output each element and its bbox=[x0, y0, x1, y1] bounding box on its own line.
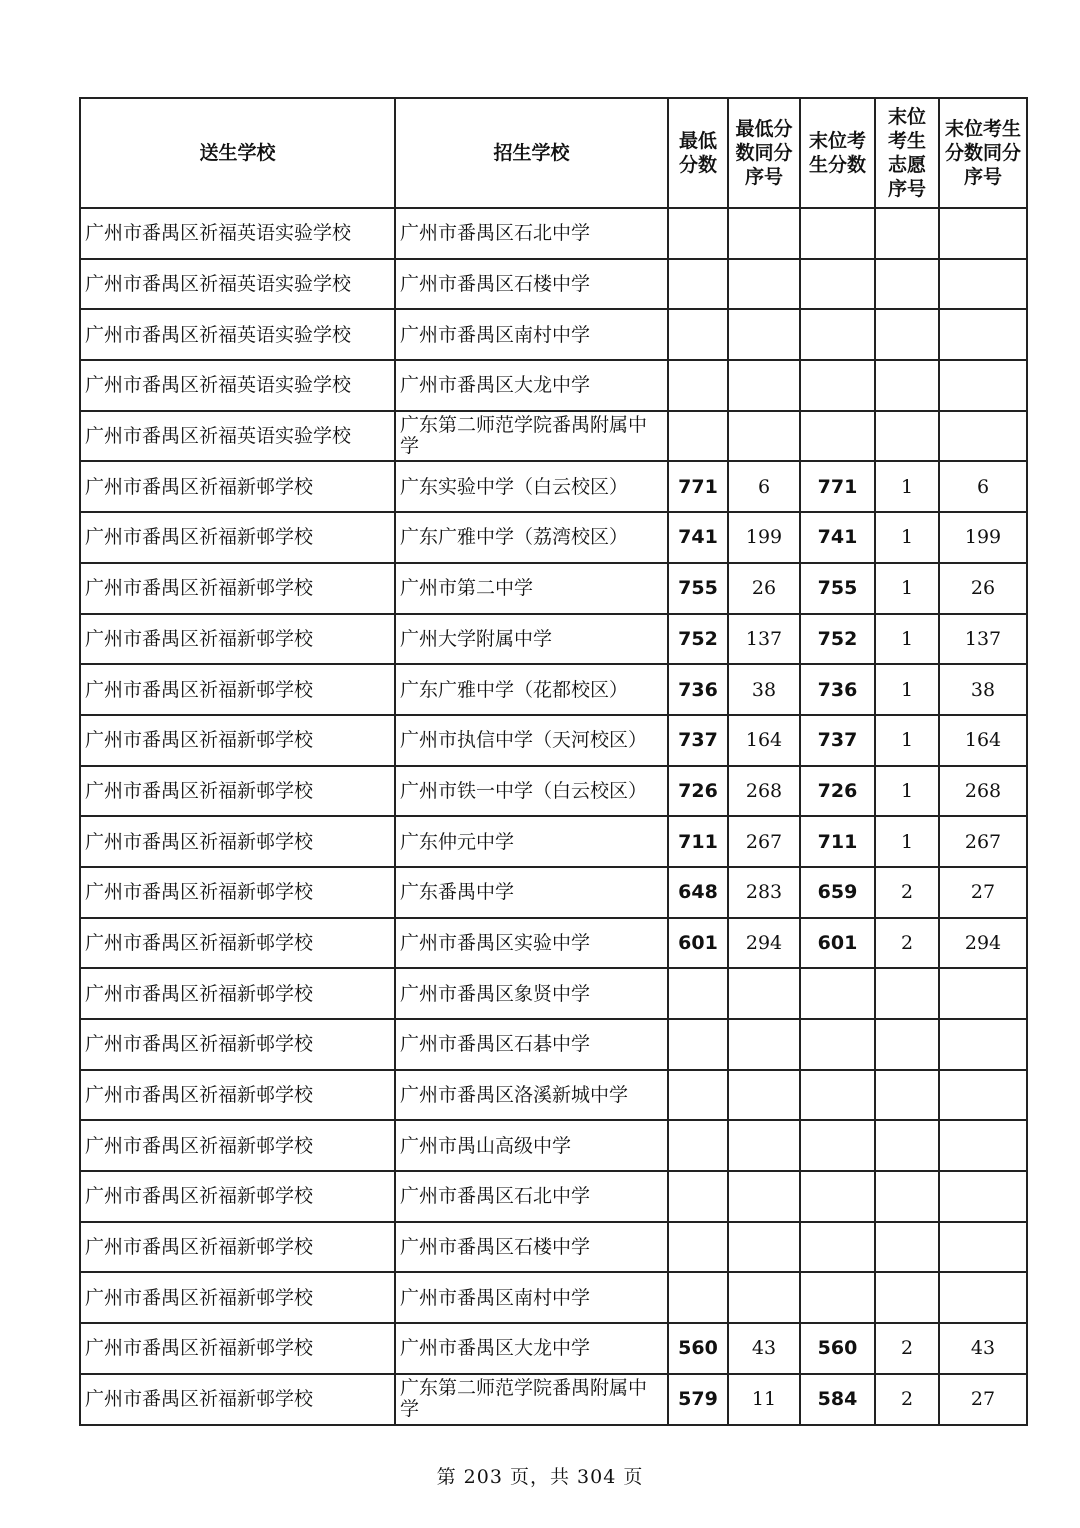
table-row bbox=[80, 1222, 1027, 1273]
min-score-rank-cell: 268 bbox=[728, 766, 800, 817]
header-text-line: 志愿 bbox=[887, 154, 926, 176]
min-score-cell: 601 bbox=[668, 918, 728, 969]
admitting-school-cell: 广东仲元中学 bbox=[395, 816, 668, 867]
header-text-line: 分数同分 bbox=[944, 142, 1021, 164]
last-score-rank-cell bbox=[939, 1070, 1027, 1121]
last-score-cell: 711 bbox=[800, 816, 875, 867]
min-score-cell bbox=[668, 411, 728, 462]
admitting-school-cell: 广州市番禺区南村中学 bbox=[395, 309, 668, 360]
min-score-cell: 726 bbox=[668, 766, 728, 817]
last-choice-order-cell: 1 bbox=[875, 816, 939, 867]
last-score-cell: 737 bbox=[800, 715, 875, 766]
admitting-school-cell: 广州市番禺区石碁中学 bbox=[395, 1019, 668, 1070]
last-score-rank-cell: 6 bbox=[939, 461, 1027, 512]
min-score-cell: 711 bbox=[668, 816, 728, 867]
admitting-school-cell: 广州市番禺区大龙中学 bbox=[395, 360, 668, 411]
sending-school-cell: 广州市番禺区祈福英语实验学校 bbox=[80, 360, 395, 411]
min-score-rank-cell: 6 bbox=[728, 461, 800, 512]
min-score-rank-cell: 283 bbox=[728, 867, 800, 918]
sending-school-cell: 广州市番禺区祈福新邨学校 bbox=[80, 1222, 395, 1273]
last-score-rank-cell bbox=[939, 1019, 1027, 1070]
header-min-score bbox=[668, 98, 728, 208]
last-choice-order-cell bbox=[875, 1120, 939, 1171]
admitting-school-cell: 广东第二师范学院番禺附属中学 bbox=[395, 411, 668, 462]
sending-school-cell: 广州市番禺区祈福新邨学校 bbox=[80, 968, 395, 1019]
last-choice-order-cell bbox=[875, 1222, 939, 1273]
sending-school-cell: 广州市番禺区祈福英语实验学校 bbox=[80, 309, 395, 360]
min-score-cell bbox=[668, 1120, 728, 1171]
header-text-line: 末位 bbox=[887, 106, 926, 128]
table-row bbox=[80, 1070, 1027, 1121]
last-score-cell: 560 bbox=[800, 1323, 875, 1374]
min-score-rank-cell bbox=[728, 411, 800, 462]
admitting-school-cell: 广州市番禺区石楼中学 bbox=[395, 1222, 668, 1273]
min-score-rank-cell: 11 bbox=[728, 1374, 800, 1425]
last-choice-order-cell bbox=[875, 309, 939, 360]
sending-school-cell: 广州市番禺区祈福新邨学校 bbox=[80, 1374, 395, 1425]
min-score-rank-cell bbox=[728, 968, 800, 1019]
table-header-row bbox=[80, 98, 1027, 208]
header-text-line: 分数 bbox=[678, 154, 717, 176]
table-row bbox=[80, 1323, 1027, 1374]
table-row bbox=[80, 1272, 1027, 1323]
table-row bbox=[80, 1374, 1027, 1425]
last-score-rank-cell: 38 bbox=[939, 664, 1027, 715]
admitting-school-cell: 广州市番禺区石北中学 bbox=[395, 208, 668, 259]
admitting-school-cell: 广州市番禺区南村中学 bbox=[395, 1272, 668, 1323]
last-score-rank-cell: 27 bbox=[939, 1374, 1027, 1425]
admitting-school-cell: 广州市番禺区洛溪新城中学 bbox=[395, 1070, 668, 1121]
table-row bbox=[80, 1171, 1027, 1222]
last-choice-order-cell bbox=[875, 1272, 939, 1323]
table-row bbox=[80, 1120, 1027, 1171]
last-score-rank-cell: 164 bbox=[939, 715, 1027, 766]
last-score-rank-cell bbox=[939, 1222, 1027, 1273]
min-score-rank-cell bbox=[728, 208, 800, 259]
header-text-line: 招生学校 bbox=[493, 142, 570, 164]
admitting-school-cell: 广州市执信中学（天河校区） bbox=[395, 715, 668, 766]
table-row bbox=[80, 816, 1027, 867]
admitting-school-cell: 广州大学附属中学 bbox=[395, 614, 668, 665]
min-score-cell bbox=[668, 259, 728, 310]
last-score-cell: 755 bbox=[800, 563, 875, 614]
table-row bbox=[80, 563, 1027, 614]
table-row bbox=[80, 208, 1027, 259]
header-text-line: 生分数 bbox=[808, 154, 866, 176]
last-choice-order-cell bbox=[875, 1171, 939, 1222]
last-score-rank-cell bbox=[939, 1120, 1027, 1171]
min-score-cell: 755 bbox=[668, 563, 728, 614]
last-score-cell bbox=[800, 968, 875, 1019]
min-score-rank-cell: 164 bbox=[728, 715, 800, 766]
last-choice-order-cell: 2 bbox=[875, 1323, 939, 1374]
last-score-cell: 736 bbox=[800, 664, 875, 715]
admitting-school-cell: 广州市番禺区石北中学 bbox=[395, 1171, 668, 1222]
last-choice-order-cell bbox=[875, 259, 939, 310]
admitting-school-cell: 广州市铁一中学（白云校区） bbox=[395, 766, 668, 817]
table-row bbox=[80, 918, 1027, 969]
admitting-school-cell: 广东广雅中学（荔湾校区） bbox=[395, 512, 668, 563]
header-last-choice-order bbox=[875, 98, 939, 208]
last-score-rank-cell bbox=[939, 360, 1027, 411]
header-text-line: 考生 bbox=[887, 130, 926, 152]
min-score-rank-cell: 199 bbox=[728, 512, 800, 563]
last-choice-order-cell: 2 bbox=[875, 1374, 939, 1425]
min-score-cell bbox=[668, 309, 728, 360]
min-score-cell: 648 bbox=[668, 867, 728, 918]
table-body bbox=[80, 208, 1027, 1425]
last-score-cell bbox=[800, 208, 875, 259]
sending-school-cell: 广州市番禺区祈福新邨学校 bbox=[80, 1272, 395, 1323]
admitting-school-cell: 广东实验中学（白云校区） bbox=[395, 461, 668, 512]
last-score-cell bbox=[800, 1171, 875, 1222]
min-score-cell bbox=[668, 360, 728, 411]
min-score-cell: 560 bbox=[668, 1323, 728, 1374]
header-sending-school bbox=[80, 98, 395, 208]
min-score-rank-cell bbox=[728, 259, 800, 310]
header-text-line: 序号 bbox=[887, 178, 926, 200]
min-score-cell bbox=[668, 208, 728, 259]
table-row bbox=[80, 715, 1027, 766]
last-choice-order-cell: 1 bbox=[875, 614, 939, 665]
header-text-line: 送生学校 bbox=[199, 142, 276, 164]
sending-school-cell: 广州市番禺区祈福新邨学校 bbox=[80, 1120, 395, 1171]
table-row bbox=[80, 867, 1027, 918]
last-choice-order-cell bbox=[875, 360, 939, 411]
header-text-line: 序号 bbox=[744, 166, 783, 188]
last-score-cell bbox=[800, 1070, 875, 1121]
admitting-school-cell: 广东番禺中学 bbox=[395, 867, 668, 918]
last-score-cell bbox=[800, 1222, 875, 1273]
table-row bbox=[80, 766, 1027, 817]
min-score-cell bbox=[668, 1019, 728, 1070]
min-score-cell: 752 bbox=[668, 614, 728, 665]
last-score-rank-cell bbox=[939, 309, 1027, 360]
last-score-rank-cell: 137 bbox=[939, 614, 1027, 665]
last-score-rank-cell bbox=[939, 1272, 1027, 1323]
last-score-cell: 752 bbox=[800, 614, 875, 665]
page-footer: 第 203 页，共 304 页 bbox=[436, 1466, 644, 1488]
min-score-rank-cell: 38 bbox=[728, 664, 800, 715]
last-score-cell: 741 bbox=[800, 512, 875, 563]
last-score-rank-cell: 267 bbox=[939, 816, 1027, 867]
min-score-rank-cell bbox=[728, 1272, 800, 1323]
last-score-rank-cell bbox=[939, 259, 1027, 310]
last-score-cell bbox=[800, 259, 875, 310]
admitting-school-cell: 广州市番禺区实验中学 bbox=[395, 918, 668, 969]
admitting-school-cell: 广州市禺山高级中学 bbox=[395, 1120, 668, 1171]
header-text-line: 末位考生 bbox=[944, 118, 1021, 140]
min-score-cell: 741 bbox=[668, 512, 728, 563]
sending-school-cell: 广州市番禺区祈福新邨学校 bbox=[80, 867, 395, 918]
sending-school-cell: 广州市番禺区祈福新邨学校 bbox=[80, 1323, 395, 1374]
last-choice-order-cell bbox=[875, 208, 939, 259]
admitting-school-cell: 广东广雅中学（花都校区） bbox=[395, 664, 668, 715]
min-score-rank-cell: 267 bbox=[728, 816, 800, 867]
min-score-rank-cell bbox=[728, 1070, 800, 1121]
header-text-line: 数同分 bbox=[735, 142, 793, 164]
sending-school-cell: 广州市番禺区祈福新邨学校 bbox=[80, 664, 395, 715]
header-text-line: 最低 bbox=[678, 130, 717, 152]
sending-school-cell: 广州市番禺区祈福新邨学校 bbox=[80, 614, 395, 665]
admitting-school-cell: 广东第二师范学院番禺附属中学 bbox=[395, 1374, 668, 1425]
header-text-line: 最低分 bbox=[735, 118, 793, 140]
last-score-rank-cell bbox=[939, 208, 1027, 259]
sending-school-cell: 广州市番禺区祈福新邨学校 bbox=[80, 1019, 395, 1070]
last-score-rank-cell: 43 bbox=[939, 1323, 1027, 1374]
last-score-cell bbox=[800, 309, 875, 360]
sending-school-cell: 广州市番禺区祈福新邨学校 bbox=[80, 715, 395, 766]
table-row bbox=[80, 360, 1027, 411]
table-row bbox=[80, 259, 1027, 310]
last-score-rank-cell bbox=[939, 968, 1027, 1019]
header-min-score-rank bbox=[728, 98, 800, 208]
last-choice-order-cell: 2 bbox=[875, 867, 939, 918]
last-choice-order-cell: 1 bbox=[875, 766, 939, 817]
last-choice-order-cell: 1 bbox=[875, 563, 939, 614]
table-row bbox=[80, 614, 1027, 665]
min-score-cell bbox=[668, 1171, 728, 1222]
last-score-rank-cell: 268 bbox=[939, 766, 1027, 817]
header-admitting-school bbox=[395, 98, 668, 208]
last-score-cell: 771 bbox=[800, 461, 875, 512]
table-row bbox=[80, 1019, 1027, 1070]
min-score-cell: 737 bbox=[668, 715, 728, 766]
last-score-cell bbox=[800, 360, 875, 411]
sending-school-cell: 广州市番禺区祈福英语实验学校 bbox=[80, 208, 395, 259]
last-score-cell: 659 bbox=[800, 867, 875, 918]
sending-school-cell: 广州市番禺区祈福新邨学校 bbox=[80, 1171, 395, 1222]
sending-school-cell: 广州市番禺区祈福新邨学校 bbox=[80, 512, 395, 563]
last-score-rank-cell: 294 bbox=[939, 918, 1027, 969]
last-choice-order-cell bbox=[875, 968, 939, 1019]
min-score-rank-cell bbox=[728, 309, 800, 360]
table-row bbox=[80, 309, 1027, 360]
table-row bbox=[80, 411, 1027, 462]
admitting-school-cell: 广州市第二中学 bbox=[395, 563, 668, 614]
sending-school-cell: 广州市番禺区祈福新邨学校 bbox=[80, 918, 395, 969]
table-row bbox=[80, 512, 1027, 563]
last-score-cell: 584 bbox=[800, 1374, 875, 1425]
min-score-rank-cell: 137 bbox=[728, 614, 800, 665]
last-choice-order-cell: 1 bbox=[875, 461, 939, 512]
sending-school-cell: 广州市番禺区祈福新邨学校 bbox=[80, 766, 395, 817]
table-row bbox=[80, 664, 1027, 715]
last-choice-order-cell bbox=[875, 1070, 939, 1121]
last-choice-order-cell: 1 bbox=[875, 715, 939, 766]
min-score-rank-cell: 26 bbox=[728, 563, 800, 614]
min-score-rank-cell bbox=[728, 1222, 800, 1273]
sending-school-cell: 广州市番禺区祈福新邨学校 bbox=[80, 816, 395, 867]
min-score-rank-cell bbox=[728, 1171, 800, 1222]
last-score-cell: 601 bbox=[800, 918, 875, 969]
min-score-cell bbox=[668, 1222, 728, 1273]
min-score-rank-cell bbox=[728, 1120, 800, 1171]
header-text-line: 序号 bbox=[963, 166, 1002, 188]
last-choice-order-cell: 1 bbox=[875, 664, 939, 715]
last-score-cell bbox=[800, 1019, 875, 1070]
table-row bbox=[80, 968, 1027, 1019]
admitting-school-cell: 广州市番禺区大龙中学 bbox=[395, 1323, 668, 1374]
admitting-school-cell: 广州市番禺区象贤中学 bbox=[395, 968, 668, 1019]
last-choice-order-cell: 1 bbox=[875, 512, 939, 563]
sending-school-cell: 广州市番禺区祈福英语实验学校 bbox=[80, 259, 395, 310]
min-score-rank-cell bbox=[728, 360, 800, 411]
last-score-cell bbox=[800, 1272, 875, 1323]
min-score-cell: 579 bbox=[668, 1374, 728, 1425]
last-choice-order-cell bbox=[875, 1019, 939, 1070]
last-score-cell bbox=[800, 411, 875, 462]
last-score-rank-cell: 199 bbox=[939, 512, 1027, 563]
last-score-rank-cell bbox=[939, 411, 1027, 462]
sending-school-cell: 广州市番禺区祈福新邨学校 bbox=[80, 1070, 395, 1121]
sending-school-cell: 广州市番禺区祈福英语实验学校 bbox=[80, 411, 395, 462]
last-score-rank-cell: 27 bbox=[939, 867, 1027, 918]
admission-table bbox=[79, 97, 1028, 1426]
last-score-rank-cell: 26 bbox=[939, 563, 1027, 614]
last-score-rank-cell bbox=[939, 1171, 1027, 1222]
min-score-rank-cell bbox=[728, 1019, 800, 1070]
table-row bbox=[80, 461, 1027, 512]
last-score-cell bbox=[800, 1120, 875, 1171]
header-last-score-rank bbox=[939, 98, 1027, 208]
header-text-line: 末位考 bbox=[808, 130, 866, 152]
min-score-cell: 771 bbox=[668, 461, 728, 512]
last-score-cell: 726 bbox=[800, 766, 875, 817]
min-score-rank-cell: 43 bbox=[728, 1323, 800, 1374]
min-score-cell: 736 bbox=[668, 664, 728, 715]
sending-school-cell: 广州市番禺区祈福新邨学校 bbox=[80, 461, 395, 512]
last-choice-order-cell bbox=[875, 411, 939, 462]
min-score-cell bbox=[668, 1070, 728, 1121]
min-score-cell bbox=[668, 968, 728, 1019]
admitting-school-cell: 广州市番禺区石楼中学 bbox=[395, 259, 668, 310]
sending-school-cell: 广州市番禺区祈福新邨学校 bbox=[80, 563, 395, 614]
min-score-rank-cell: 294 bbox=[728, 918, 800, 969]
header-last-score bbox=[800, 98, 875, 208]
min-score-cell bbox=[668, 1272, 728, 1323]
last-choice-order-cell: 2 bbox=[875, 918, 939, 969]
